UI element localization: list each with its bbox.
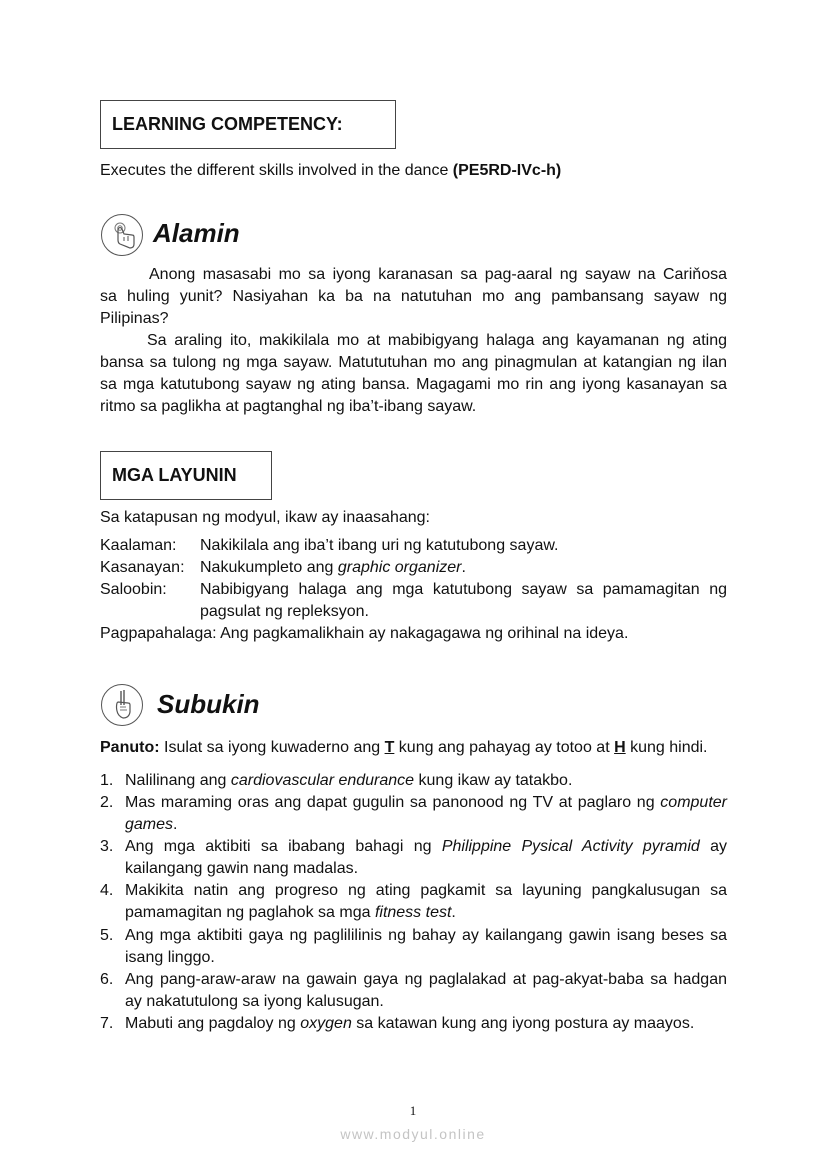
item-number: 4. [100,882,114,899]
pointing-hand-icon [101,214,143,256]
item-number: 5. [100,927,114,944]
item-line: isang linggo. [125,949,215,966]
item-text [125,880,727,924]
alamin-p2-line: Sa araling ito, makikilala mo at mabibigyang halaga ang kayamanan ng ating [147,332,727,349]
item-line [125,792,727,814]
item-line: Ang mga aktibiti gaya ng paglililinis ng bahay ay kailangang gawin isang beses sa [125,927,727,944]
item-text [125,836,727,880]
item-text-b: ay [699,838,728,855]
kaalaman-label: Kaalaman: [100,537,177,554]
item-number: 6. [100,971,114,988]
alamin-title: Alamin [153,218,240,248]
item-number: 1. [100,772,114,789]
item-text-a: Ang mga aktibiti sa ibabang bahagi ng [125,838,442,855]
panuto-true-letter: T [384,739,395,756]
saloobin-line-1: Nabibigyang halaga ang mga katutubong sayaw sa pamamagitan ng [200,581,727,598]
saloobin-line-2: pagsulat ng repleksyon. [200,603,369,620]
alamin-p1-line: Anong masasabi mo sa iyong karanasan sa pag-aaral ng sayaw na Cariňosa [149,266,727,283]
subukin-title: Subukin [157,689,260,719]
item-line: kailangang gawin nang madalas. [125,860,359,877]
item-text [125,969,727,1013]
layunin-intro: Sa katapusan ng modyul, ikaw ay inaasahang: [100,509,430,526]
item-line [125,902,727,924]
item-text-a: pamamagitan ng paglahok sa mga [125,904,375,921]
saloobin-label: Saloobin: [100,581,167,598]
panuto-label: Panuto: [100,739,160,756]
item-line: Makikita natin ang progreso ng ating pagkamit sa layuning pangkalusugan sa [125,882,727,899]
item-text [125,925,727,969]
competency-text: Executes the different skills involved in the dance [100,162,453,179]
item-line: ay nakatutulong sa iyong kalusugan. [125,993,384,1010]
item-number: 3. [100,838,114,855]
item-text-a: Mabuti ang pagdaloy ng [125,1015,301,1032]
learning-competency-heading: LEARNING COMPETENCY: [100,100,396,149]
pagpapahalaga-text: Pagpapahalaga: Ang pagkamalikhain ay nakagagawa ng orihinal na ideya. [100,625,629,642]
item-line [125,814,727,836]
panuto-part-b: kung ang pahayag ay totoo at [394,739,615,756]
item-number: 7. [100,1015,114,1032]
item-text-em: cardiovascular endurance [230,772,415,789]
alamin-p2-line: ritmo sa paglikha at pagtanghal ng iba’t-ibang sayaw. [100,398,477,415]
saloobin-text [200,579,727,623]
page-number: 1 [409,1103,417,1118]
kasanayan-text-a: Nakukumpleto ang [200,559,338,576]
mga-layunin-heading: MGA LAYUNIN [100,451,272,500]
kaalaman-text: Nakikilala ang iba’t ibang uri ng katutubong sayaw. [200,537,559,554]
kasanayan-text [200,557,466,579]
kasanayan-text-end: . [461,559,466,576]
competency-statement [100,160,561,182]
item-text-em: fitness test [374,904,452,921]
kasanayan-text-em: graphic organizer [337,559,462,576]
kasanayan-label: Kasanayan: [100,559,185,576]
website-watermark: www.modyul.online [340,1126,486,1142]
item-number: 2. [100,794,114,811]
item-text-b: sa katawan kung ang iyong postura ay maayos. [351,1015,695,1032]
item-text [125,770,572,792]
item-text-b: . [173,816,178,833]
alamin-p1-line: sa huling yunit? Nasiyahan ka ba na natutuhan mo ang pambansang sayaw ng [100,288,727,305]
item-text-em: Philippine Pysical Activity pyramid [441,838,700,855]
alamin-p2-line: bansa sa tulong ng mga sayaw. Matututuhan mo ang pinagmulan at katangian ng ilan [100,354,727,371]
item-text-em: oxygen [300,1015,352,1032]
item-text-b: kung ikaw ay tatakbo. [414,772,573,789]
item-text-b: . [451,904,456,921]
alamin-paragraph-2 [100,330,727,418]
item-text-a: Nalilinang ang [125,772,231,789]
item-text-a: Mas maraming oras ang dapat gugulin sa panonood ng TV at paglaro ng [125,794,661,811]
alamin-paragraph-1 [100,264,727,330]
alamin-p2-line: sa mga katutubong sayaw ng ating bansa. Magagami mo rin ang iyong kasanayan sa [100,376,727,393]
panuto-part-a: Isulat sa iyong kuwaderno ang [159,739,385,756]
item-text [125,792,727,836]
panuto-instructions [100,737,708,759]
panuto-false-letter: H [614,739,626,756]
raised-hand-icon [101,684,143,726]
panuto-part-c: kung hindi. [625,739,708,756]
item-line [125,836,727,858]
item-text [125,1013,694,1035]
item-text-em: games [125,816,174,833]
item-line: Ang pang-araw-araw na gawain gaya ng paglalakad at pag-akyat-baba sa hadgan [125,971,727,988]
alamin-p1-line: Pilipinas? [100,310,169,327]
competency-code: (PE5RD-IVc-h) [452,162,562,179]
item-text-em: computer [660,794,727,811]
